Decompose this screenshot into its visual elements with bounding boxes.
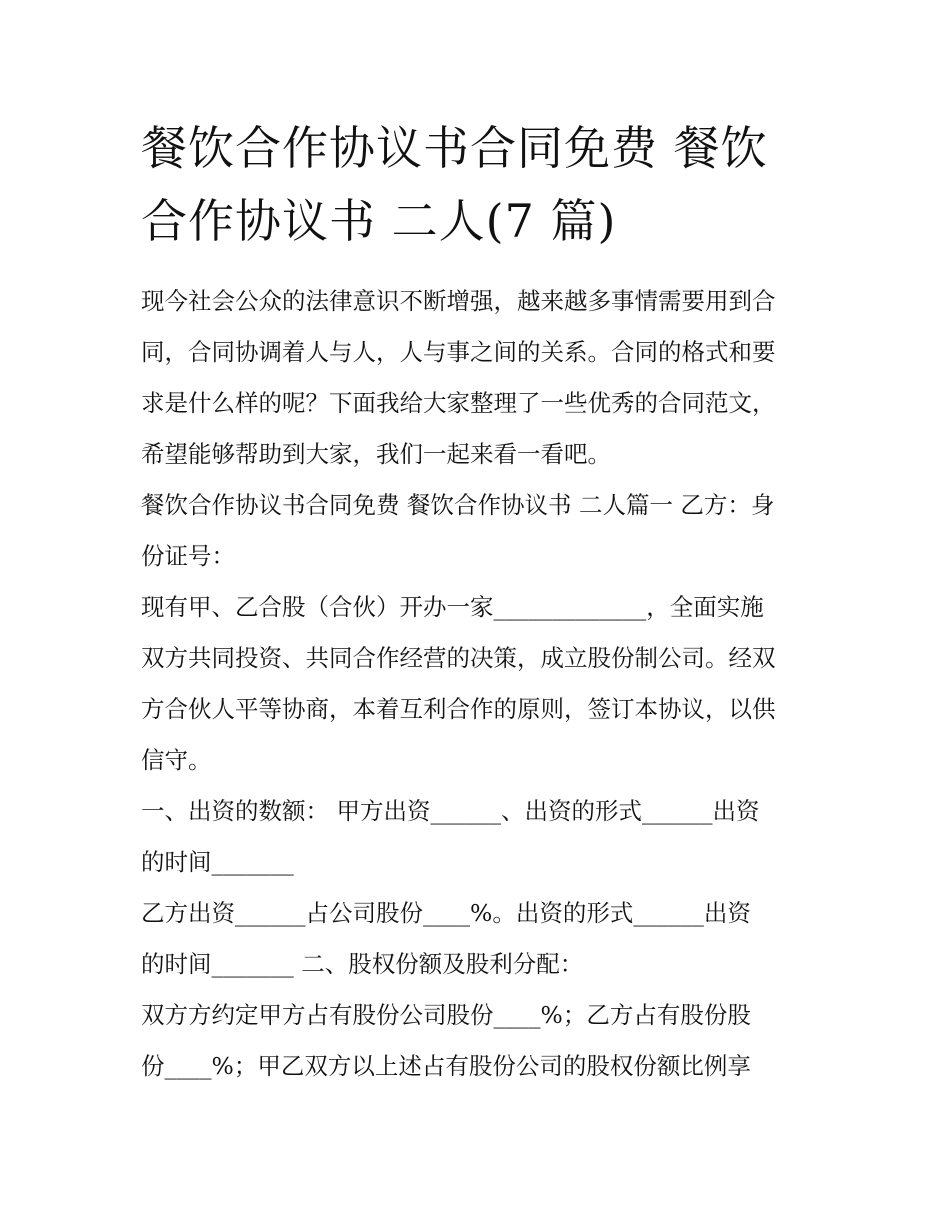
paragraph-party-b-investment: 乙方出资______占公司股份____%。出资的形式______出资 的时间_______ 二、股权份额及股利分配： <box>141 899 751 978</box>
paragraph-partnership: 现有甲、乙合股（合伙）开办一家_____________，全面实施 双方共同投资、共同合作经营的决策，成立股份制公司。经双 方合伙人平等协商，本着互利合作的原则，签订本协议，以供 信守。 <box>141 593 776 774</box>
paragraph-party-a-investment: 一、出资的数额： 甲方出资______、出资的形式______出资 的时间_______ <box>141 797 760 876</box>
document-body <box>141 276 821 1092</box>
document-content <box>141 112 821 1092</box>
paragraph-intro: 现今社会公众的法律意识不断增强，越来越多事情需要用到合 同，合同协调着人与人，人与事之间的关系。合同的格式和要 求是什么样的呢？下面我给大家整理了一些优秀的合同范文， 希望能够帮助到大家，我们一起来看一看吧。 <box>141 287 776 468</box>
paragraph-section-heading: 餐饮合作协议书合同免费 餐饮合作协议书 二人篇一 乙方：身 份证号： <box>141 491 775 570</box>
paragraph-share-agreement: 双方方约定甲方占有股份公司股份____%；乙方占有股份股 份____%；甲乙双方以上述占有股份公司的股权份额比例享 <box>141 1001 751 1080</box>
document-title: 餐饮合作协议书合同免费 餐饮 合作协议书 二人(7 篇) <box>141 121 768 248</box>
